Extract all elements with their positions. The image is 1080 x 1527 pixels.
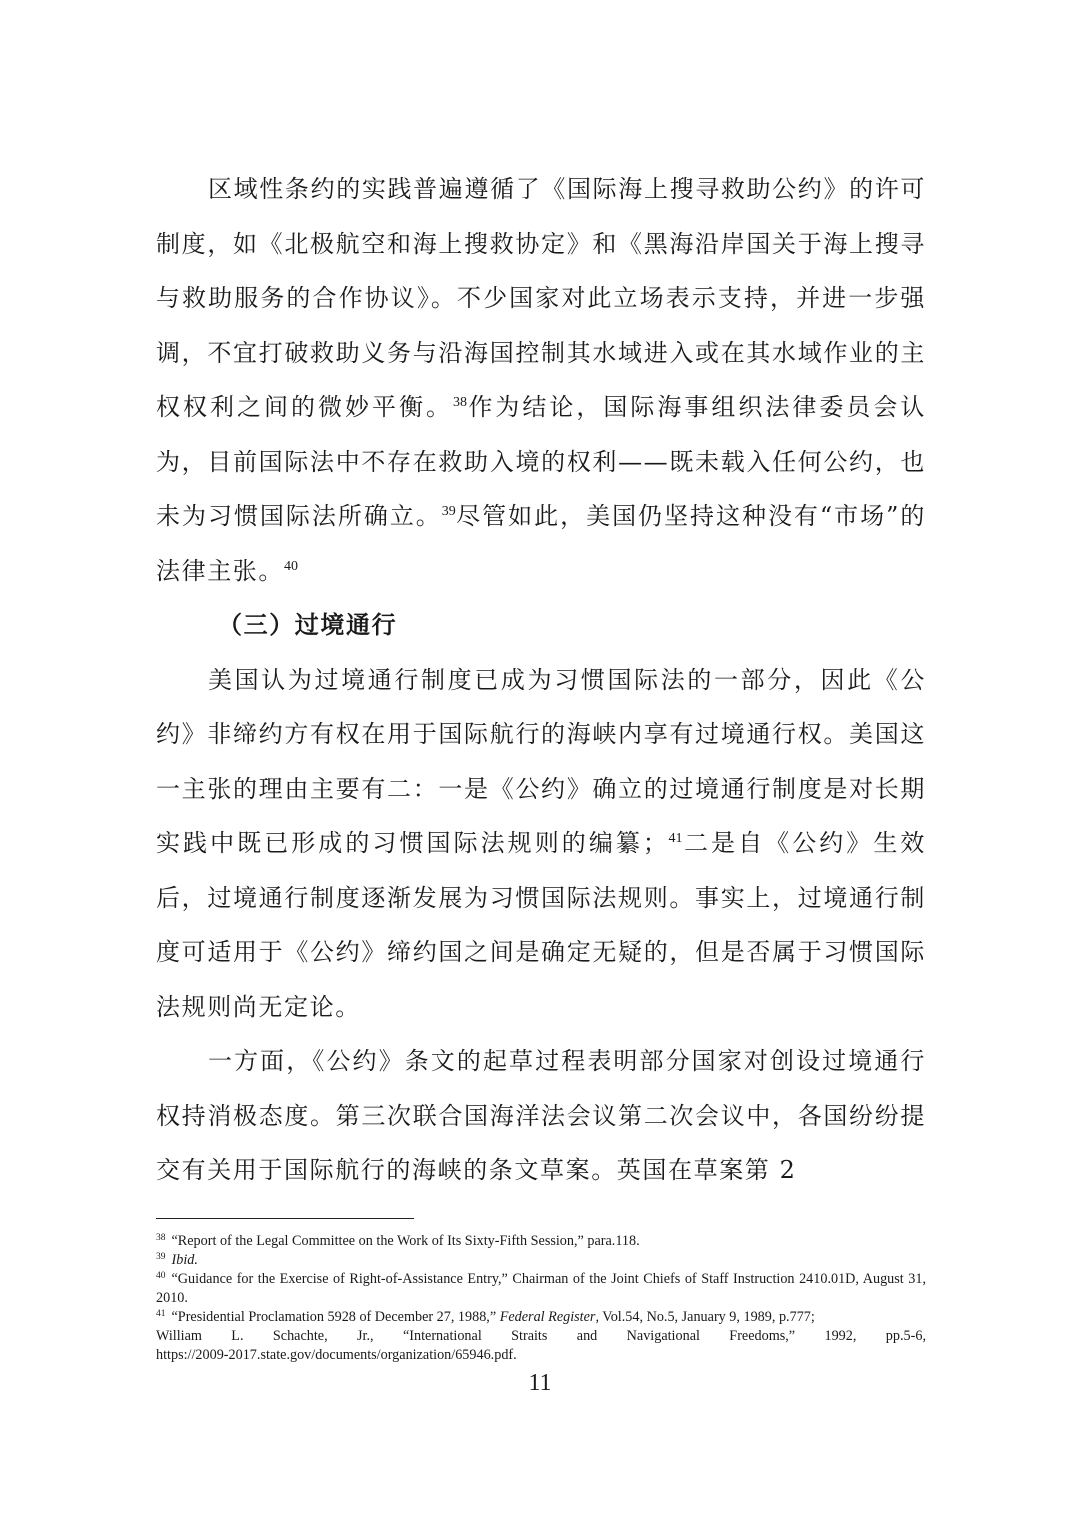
- footnote-41-text-b: , Vol.54, No.5, January 9, 1989, p.777;: [595, 1309, 815, 1325]
- footnote-41: [156, 1308, 926, 1327]
- footnote-38: [156, 1232, 926, 1251]
- footnotes: [156, 1232, 926, 1365]
- footnote-ref-40: 40: [284, 558, 298, 574]
- paragraph-1: [156, 162, 926, 598]
- footnote-41-number: 41: [156, 1309, 166, 1319]
- paragraph-1-text-c: 尽管如此，美国仍坚持这种没有“市场”的法律主张。: [156, 502, 926, 585]
- footnote-39: [156, 1251, 926, 1270]
- footnote-40: [156, 1270, 926, 1308]
- paragraph-2: [156, 653, 926, 1035]
- footnote-40-text: “Guidance for the Exercise of Right-of-Assistance Entry,” Chairman of the Joint Chiefs of Staff Instruction 2410.01D, August 31, 2010.: [156, 1271, 926, 1306]
- footnote-41-journal: Federal Register: [499, 1309, 596, 1325]
- body-text: [156, 162, 926, 1198]
- footnote-41-line-2: William L. Schachte, Jr., “International Straits and Navigational Freedoms,” 1992, pp.5-6,: [156, 1328, 926, 1344]
- footnote-39-text: Ibid.: [171, 1252, 198, 1268]
- paragraph-1-text-b: 作为结论，国际海事组织法律委员会认为，目前国际法中不存在救助入境的权利——既未载入任何公约，也未为习惯国际法所确立。: [156, 393, 926, 530]
- page-number: 11: [528, 1370, 552, 1396]
- footnote-ref-41: 41: [668, 831, 683, 846]
- footnote-39-number: 39: [156, 1252, 166, 1262]
- footnote-38-text: “Report of the Legal Committee on the Work of Its Sixty-Fifth Session,” para.118.: [171, 1233, 640, 1249]
- footnote-ref-39: 39: [441, 504, 456, 519]
- footnote-38-number: 38: [156, 1233, 166, 1243]
- paragraph-3: 一方面，《公约》条文的起草过程表明部分国家对创设过境通行权持消极态度。第三次联合国海洋法会议第二次会议中，各国纷纷提交有关用于国际航行的海峡的条文草案。英国在草案第 2: [156, 1047, 926, 1184]
- footnote-41-text-a: “Presidential Proclamation 5928 of December 27, 1988,”: [171, 1309, 500, 1325]
- footnote-40-number: 40: [156, 1271, 166, 1281]
- paragraph-2-text-b: 二是自《公约》生效后，过境通行制度逐渐发展为习惯国际法规则。事实上，过境通行制度可适用于《公约》缔约国之间是确定无疑的，但是否属于习惯国际法规则尚无定论。: [156, 829, 926, 1021]
- paragraph-2-text-a: 美国认为过境通行制度已成为习惯国际法的一部分，因此《公约》非缔约方有权在用于国际航行的海峡内享有过境通行权。美国这一主张的理由主要有二：一是《公约》确立的过境通行制度是对长期实践中既已形成的习惯国际法规则的编纂；: [156, 665, 926, 857]
- paragraph-1-text-a: 区域性条约的实践普遍遵循了《国际海上搜寻救助公约》的许可制度，如《北极航空和海上搜救协定》和《黑海沿岸国关于海上搜寻与救助服务的合作协议》。不少国家对此立场表示支持，并进一步强调，不宜打破救助义务与沿海国控制其水域进入或在其水域作业的主权权利之间的微妙平衡。: [156, 175, 926, 421]
- footnote-ref-38: 38: [453, 395, 467, 410]
- footnote-41-url[interactable]: https://2009-2017.state.gov/documents/organization/65946.pdf.: [156, 1347, 517, 1363]
- section-heading: （三）过境通行: [218, 610, 398, 639]
- footnote-separator: [156, 1218, 414, 1219]
